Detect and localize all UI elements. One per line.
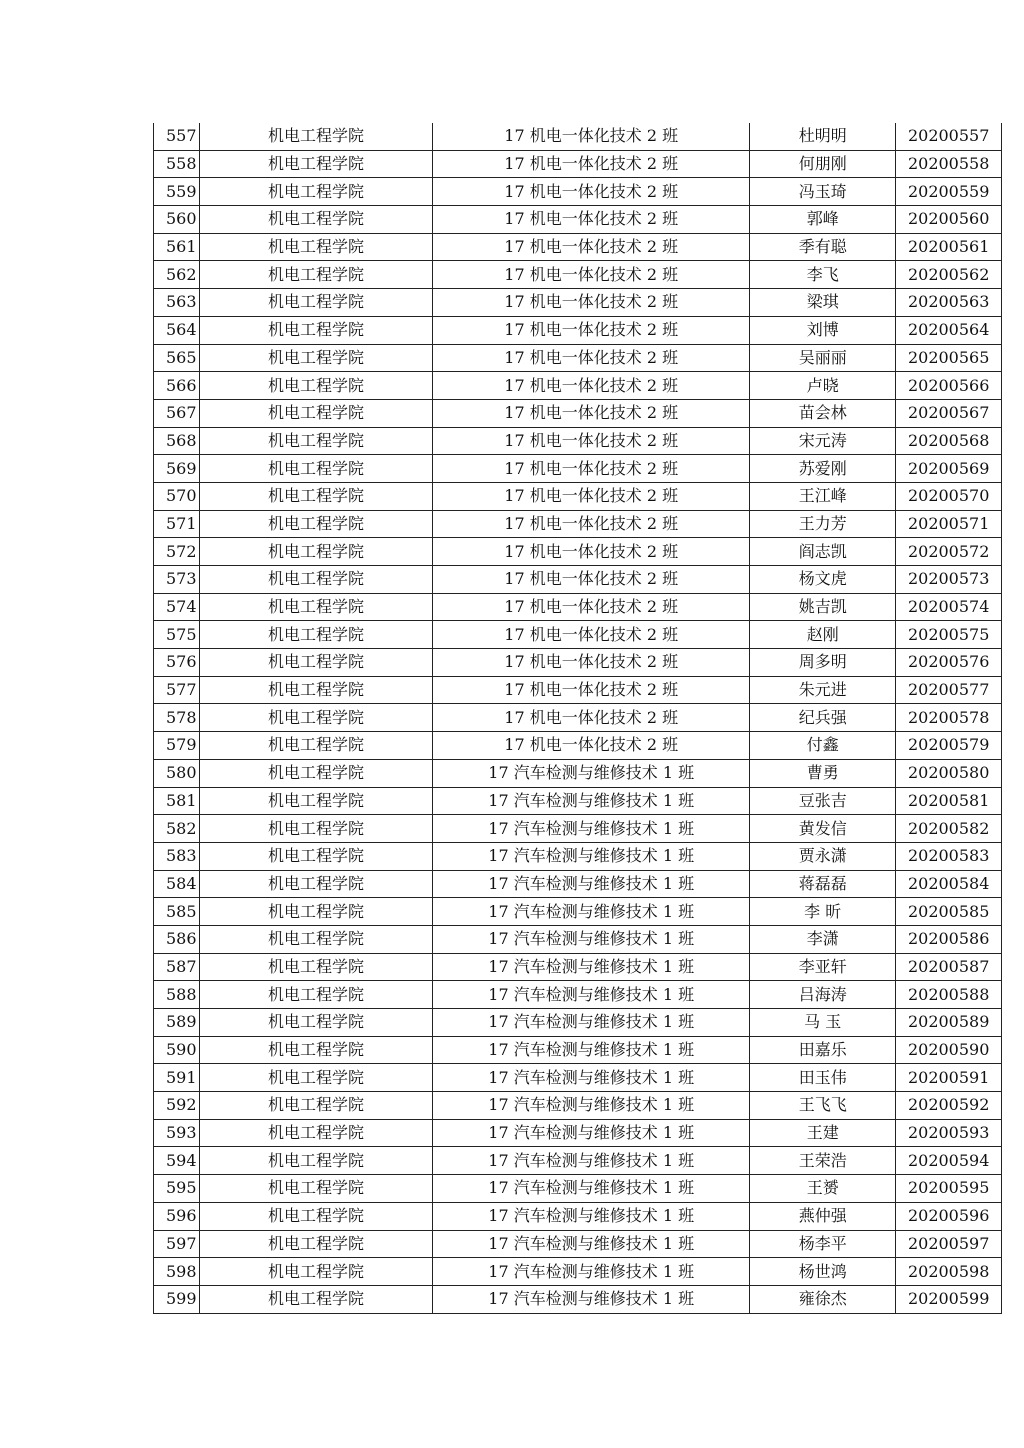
class-cell: 17 机电一体化技术 2 班 (433, 427, 750, 455)
class-cell: 17 机电一体化技术 2 班 (433, 455, 750, 483)
row-number-cell: 570 (154, 482, 200, 510)
student-id-cell: 20200566 (896, 372, 1002, 400)
row-number-cell: 577 (154, 676, 200, 704)
college-cell: 机电工程学院 (199, 1092, 433, 1120)
class-cell: 17 机电一体化技术 2 班 (433, 316, 750, 344)
row-number-cell: 562 (154, 261, 200, 289)
college-cell: 机电工程学院 (199, 316, 433, 344)
row-number-cell: 569 (154, 455, 200, 483)
student-name-cell: 赵刚 (750, 621, 896, 649)
table-row (154, 649, 1002, 677)
college-cell: 机电工程学院 (199, 759, 433, 787)
table-row (154, 621, 1002, 649)
student-name-cell: 周多明 (750, 649, 896, 677)
student-name-cell: 李 昕 (750, 898, 896, 926)
class-cell: 17 机电一体化技术 2 班 (433, 510, 750, 538)
student-name-cell: 纪兵强 (750, 704, 896, 732)
student-id-cell: 20200598 (896, 1258, 1002, 1286)
college-cell: 机电工程学院 (199, 1009, 433, 1037)
table-row (154, 510, 1002, 538)
table-row (154, 1092, 1002, 1120)
row-number-cell: 564 (154, 316, 200, 344)
student-name-cell: 雍徐杰 (750, 1285, 896, 1313)
college-cell: 机电工程学院 (199, 427, 433, 455)
student-name-cell: 曹勇 (750, 759, 896, 787)
college-cell: 机电工程学院 (199, 787, 433, 815)
class-cell: 17 机电一体化技术 2 班 (433, 566, 750, 594)
college-cell: 机电工程学院 (199, 1230, 433, 1258)
student-id-cell: 20200596 (896, 1202, 1002, 1230)
class-cell: 17 机电一体化技术 2 班 (433, 344, 750, 372)
class-cell: 17 汽车检测与维修技术 1 班 (433, 925, 750, 953)
class-cell: 17 机电一体化技术 2 班 (433, 233, 750, 261)
student-name-cell: 卢晓 (750, 372, 896, 400)
row-number-cell: 597 (154, 1230, 200, 1258)
class-cell: 17 汽车检测与维修技术 1 班 (433, 1230, 750, 1258)
student-name-cell: 郭峰 (750, 206, 896, 234)
college-cell: 机电工程学院 (199, 593, 433, 621)
college-cell: 机电工程学院 (199, 289, 433, 317)
student-name-cell: 贾永潇 (750, 842, 896, 870)
college-cell: 机电工程学院 (199, 649, 433, 677)
class-cell: 17 机电一体化技术 2 班 (433, 123, 750, 150)
row-number-cell: 585 (154, 898, 200, 926)
student-id-cell: 20200562 (896, 261, 1002, 289)
row-number-cell: 571 (154, 510, 200, 538)
class-cell: 17 汽车检测与维修技术 1 班 (433, 1258, 750, 1286)
student-id-cell: 20200589 (896, 1009, 1002, 1037)
class-cell: 17 汽车检测与维修技术 1 班 (433, 759, 750, 787)
college-cell: 机电工程学院 (199, 261, 433, 289)
row-number-cell: 590 (154, 1036, 200, 1064)
student-id-cell: 20200569 (896, 455, 1002, 483)
college-cell: 机电工程学院 (199, 732, 433, 760)
row-number-cell: 576 (154, 649, 200, 677)
table-row (154, 1147, 1002, 1175)
student-id-cell: 20200568 (896, 427, 1002, 455)
college-cell: 机电工程学院 (199, 344, 433, 372)
table-row (154, 1009, 1002, 1037)
student-id-cell: 20200583 (896, 842, 1002, 870)
student-name-cell: 王荣浩 (750, 1147, 896, 1175)
table-row (154, 815, 1002, 843)
class-cell: 17 机电一体化技术 2 班 (433, 399, 750, 427)
row-number-cell: 594 (154, 1147, 200, 1175)
student-id-cell: 20200576 (896, 649, 1002, 677)
college-cell: 机电工程学院 (199, 233, 433, 261)
row-number-cell: 575 (154, 621, 200, 649)
college-cell: 机电工程学院 (199, 372, 433, 400)
student-name-cell: 吴丽丽 (750, 344, 896, 372)
class-cell: 17 汽车检测与维修技术 1 班 (433, 898, 750, 926)
college-cell: 机电工程学院 (199, 1036, 433, 1064)
row-number-cell: 560 (154, 206, 200, 234)
class-cell: 17 机电一体化技术 2 班 (433, 593, 750, 621)
row-number-cell: 574 (154, 593, 200, 621)
table-row (154, 427, 1002, 455)
table-row (154, 1202, 1002, 1230)
student-name-cell: 吕海涛 (750, 981, 896, 1009)
student-name-cell: 燕仲强 (750, 1202, 896, 1230)
table-row (154, 261, 1002, 289)
student-name-cell: 马 玉 (750, 1009, 896, 1037)
class-cell: 17 汽车检测与维修技术 1 班 (433, 787, 750, 815)
student-name-cell: 苏爱刚 (750, 455, 896, 483)
student-name-cell: 杨文虎 (750, 566, 896, 594)
table-row (154, 1064, 1002, 1092)
student-name-cell: 豆张吉 (750, 787, 896, 815)
student-name-cell: 李飞 (750, 261, 896, 289)
student-id-cell: 20200570 (896, 482, 1002, 510)
table-row (154, 233, 1002, 261)
student-id-cell: 20200591 (896, 1064, 1002, 1092)
table-row (154, 1258, 1002, 1286)
student-name-cell: 付鑫 (750, 732, 896, 760)
class-cell: 17 汽车检测与维修技术 1 班 (433, 1202, 750, 1230)
student-id-cell: 20200597 (896, 1230, 1002, 1258)
student-id-cell: 20200559 (896, 178, 1002, 206)
student-name-cell: 王赟 (750, 1175, 896, 1203)
student-id-cell: 20200586 (896, 925, 1002, 953)
table-row (154, 482, 1002, 510)
college-cell: 机电工程学院 (199, 1119, 433, 1147)
college-cell: 机电工程学院 (199, 482, 433, 510)
row-number-cell: 591 (154, 1064, 200, 1092)
college-cell: 机电工程学院 (199, 123, 433, 150)
table-row (154, 925, 1002, 953)
student-id-cell: 20200594 (896, 1147, 1002, 1175)
student-name-cell: 何朋刚 (750, 150, 896, 178)
table-row (154, 953, 1002, 981)
row-number-cell: 584 (154, 870, 200, 898)
class-cell: 17 机电一体化技术 2 班 (433, 732, 750, 760)
student-name-cell: 阎志凯 (750, 538, 896, 566)
student-id-cell: 20200575 (896, 621, 1002, 649)
student-name-cell: 王飞飞 (750, 1092, 896, 1120)
student-name-cell: 姚吉凯 (750, 593, 896, 621)
student-id-cell: 20200567 (896, 399, 1002, 427)
student-name-cell: 蒋磊磊 (750, 870, 896, 898)
class-cell: 17 机电一体化技术 2 班 (433, 704, 750, 732)
row-number-cell: 598 (154, 1258, 200, 1286)
row-number-cell: 567 (154, 399, 200, 427)
row-number-cell: 599 (154, 1285, 200, 1313)
student-id-cell: 20200585 (896, 898, 1002, 926)
table-row (154, 1119, 1002, 1147)
table-row (154, 1230, 1002, 1258)
college-cell: 机电工程学院 (199, 150, 433, 178)
table-body (154, 123, 1002, 1313)
college-cell: 机电工程学院 (199, 538, 433, 566)
student-id-cell: 20200593 (896, 1119, 1002, 1147)
student-id-cell: 20200579 (896, 732, 1002, 760)
row-number-cell: 558 (154, 150, 200, 178)
student-name-cell: 杨李平 (750, 1230, 896, 1258)
table-row (154, 399, 1002, 427)
college-cell: 机电工程学院 (199, 842, 433, 870)
table-row (154, 206, 1002, 234)
college-cell: 机电工程学院 (199, 815, 433, 843)
class-cell: 17 汽车检测与维修技术 1 班 (433, 842, 750, 870)
student-name-cell: 田玉伟 (750, 1064, 896, 1092)
row-number-cell: 557 (154, 123, 200, 150)
table-row (154, 1036, 1002, 1064)
student-name-cell: 苗会林 (750, 399, 896, 427)
table-row (154, 123, 1002, 150)
class-cell: 17 汽车检测与维修技术 1 班 (433, 953, 750, 981)
table-row (154, 372, 1002, 400)
student-id-cell: 20200590 (896, 1036, 1002, 1064)
row-number-cell: 561 (154, 233, 200, 261)
student-name-cell: 杨世鸿 (750, 1258, 896, 1286)
college-cell: 机电工程学院 (199, 981, 433, 1009)
class-cell: 17 汽车检测与维修技术 1 班 (433, 1175, 750, 1203)
table-row (154, 150, 1002, 178)
class-cell: 17 汽车检测与维修技术 1 班 (433, 1036, 750, 1064)
row-number-cell: 581 (154, 787, 200, 815)
student-name-cell: 王力芳 (750, 510, 896, 538)
college-cell: 机电工程学院 (199, 455, 433, 483)
student-id-cell: 20200578 (896, 704, 1002, 732)
table-row (154, 289, 1002, 317)
class-cell: 17 机电一体化技术 2 班 (433, 676, 750, 704)
class-cell: 17 机电一体化技术 2 班 (433, 621, 750, 649)
row-number-cell: 573 (154, 566, 200, 594)
class-cell: 17 汽车检测与维修技术 1 班 (433, 1119, 750, 1147)
row-number-cell: 595 (154, 1175, 200, 1203)
college-cell: 机电工程学院 (199, 206, 433, 234)
row-number-cell: 580 (154, 759, 200, 787)
college-cell: 机电工程学院 (199, 178, 433, 206)
row-number-cell: 592 (154, 1092, 200, 1120)
table-row (154, 344, 1002, 372)
class-cell: 17 机电一体化技术 2 班 (433, 538, 750, 566)
student-name-cell: 李亚轩 (750, 953, 896, 981)
student-id-cell: 20200592 (896, 1092, 1002, 1120)
college-cell: 机电工程学院 (199, 510, 433, 538)
row-number-cell: 582 (154, 815, 200, 843)
student-id-cell: 20200577 (896, 676, 1002, 704)
row-number-cell: 593 (154, 1119, 200, 1147)
table-row (154, 787, 1002, 815)
college-cell: 机电工程学院 (199, 953, 433, 981)
table-row (154, 842, 1002, 870)
class-cell: 17 机电一体化技术 2 班 (433, 261, 750, 289)
row-number-cell: 566 (154, 372, 200, 400)
row-number-cell: 583 (154, 842, 200, 870)
student-list-table (153, 123, 1002, 1314)
class-cell: 17 机电一体化技术 2 班 (433, 178, 750, 206)
student-id-cell: 20200588 (896, 981, 1002, 1009)
college-cell: 机电工程学院 (199, 1258, 433, 1286)
row-number-cell: 565 (154, 344, 200, 372)
table-row (154, 732, 1002, 760)
student-id-cell: 20200573 (896, 566, 1002, 594)
class-cell: 17 机电一体化技术 2 班 (433, 372, 750, 400)
student-id-cell: 20200595 (896, 1175, 1002, 1203)
table-row (154, 981, 1002, 1009)
table-row (154, 593, 1002, 621)
college-cell: 机电工程学院 (199, 704, 433, 732)
student-name-cell: 黄发信 (750, 815, 896, 843)
row-number-cell: 568 (154, 427, 200, 455)
student-id-cell: 20200581 (896, 787, 1002, 815)
student-name-cell: 王江峰 (750, 482, 896, 510)
table-row (154, 704, 1002, 732)
row-number-cell: 578 (154, 704, 200, 732)
class-cell: 17 机电一体化技术 2 班 (433, 649, 750, 677)
class-cell: 17 汽车检测与维修技术 1 班 (433, 1009, 750, 1037)
table-row (154, 538, 1002, 566)
table-row (154, 870, 1002, 898)
student-id-cell: 20200580 (896, 759, 1002, 787)
table-row (154, 1285, 1002, 1313)
table-row (154, 676, 1002, 704)
student-name-cell: 李潇 (750, 925, 896, 953)
student-name-cell: 刘博 (750, 316, 896, 344)
class-cell: 17 机电一体化技术 2 班 (433, 206, 750, 234)
student-id-cell: 20200563 (896, 289, 1002, 317)
row-number-cell: 563 (154, 289, 200, 317)
table-row (154, 178, 1002, 206)
college-cell: 机电工程学院 (199, 621, 433, 649)
class-cell: 17 汽车检测与维修技术 1 班 (433, 1092, 750, 1120)
student-name-cell: 宋元涛 (750, 427, 896, 455)
college-cell: 机电工程学院 (199, 898, 433, 926)
student-name-cell: 田嘉乐 (750, 1036, 896, 1064)
student-name-cell: 季有聪 (750, 233, 896, 261)
college-cell: 机电工程学院 (199, 566, 433, 594)
college-cell: 机电工程学院 (199, 399, 433, 427)
student-id-cell: 20200560 (896, 206, 1002, 234)
row-number-cell: 589 (154, 1009, 200, 1037)
student-id-cell: 20200565 (896, 344, 1002, 372)
class-cell: 17 汽车检测与维修技术 1 班 (433, 870, 750, 898)
class-cell: 17 机电一体化技术 2 班 (433, 289, 750, 317)
student-id-cell: 20200574 (896, 593, 1002, 621)
table-row (154, 455, 1002, 483)
student-id-cell: 20200571 (896, 510, 1002, 538)
college-cell: 机电工程学院 (199, 1285, 433, 1313)
class-cell: 17 汽车检测与维修技术 1 班 (433, 1147, 750, 1175)
class-cell: 17 汽车检测与维修技术 1 班 (433, 1285, 750, 1313)
student-name-cell: 杜明明 (750, 123, 896, 150)
student-id-cell: 20200564 (896, 316, 1002, 344)
class-cell: 17 机电一体化技术 2 班 (433, 482, 750, 510)
class-cell: 17 汽车检测与维修技术 1 班 (433, 815, 750, 843)
student-id-cell: 20200587 (896, 953, 1002, 981)
table-row (154, 1175, 1002, 1203)
row-number-cell: 579 (154, 732, 200, 760)
student-name-cell: 朱元进 (750, 676, 896, 704)
student-id-cell: 20200557 (896, 123, 1002, 150)
college-cell: 机电工程学院 (199, 1202, 433, 1230)
student-id-cell: 20200572 (896, 538, 1002, 566)
class-cell: 17 机电一体化技术 2 班 (433, 150, 750, 178)
table-row (154, 759, 1002, 787)
student-id-cell: 20200582 (896, 815, 1002, 843)
student-name-cell: 梁琪 (750, 289, 896, 317)
row-number-cell: 559 (154, 178, 200, 206)
class-cell: 17 汽车检测与维修技术 1 班 (433, 981, 750, 1009)
row-number-cell: 596 (154, 1202, 200, 1230)
row-number-cell: 588 (154, 981, 200, 1009)
student-id-cell: 20200561 (896, 233, 1002, 261)
college-cell: 机电工程学院 (199, 1147, 433, 1175)
college-cell: 机电工程学院 (199, 925, 433, 953)
row-number-cell: 572 (154, 538, 200, 566)
college-cell: 机电工程学院 (199, 1064, 433, 1092)
student-name-cell: 王建 (750, 1119, 896, 1147)
student-id-cell: 20200584 (896, 870, 1002, 898)
student-id-cell: 20200558 (896, 150, 1002, 178)
student-id-cell: 20200599 (896, 1285, 1002, 1313)
college-cell: 机电工程学院 (199, 1175, 433, 1203)
row-number-cell: 586 (154, 925, 200, 953)
row-number-cell: 587 (154, 953, 200, 981)
table-row (154, 898, 1002, 926)
college-cell: 机电工程学院 (199, 676, 433, 704)
table-row (154, 316, 1002, 344)
college-cell: 机电工程学院 (199, 870, 433, 898)
table-row (154, 566, 1002, 594)
student-name-cell: 冯玉琦 (750, 178, 896, 206)
class-cell: 17 汽车检测与维修技术 1 班 (433, 1064, 750, 1092)
